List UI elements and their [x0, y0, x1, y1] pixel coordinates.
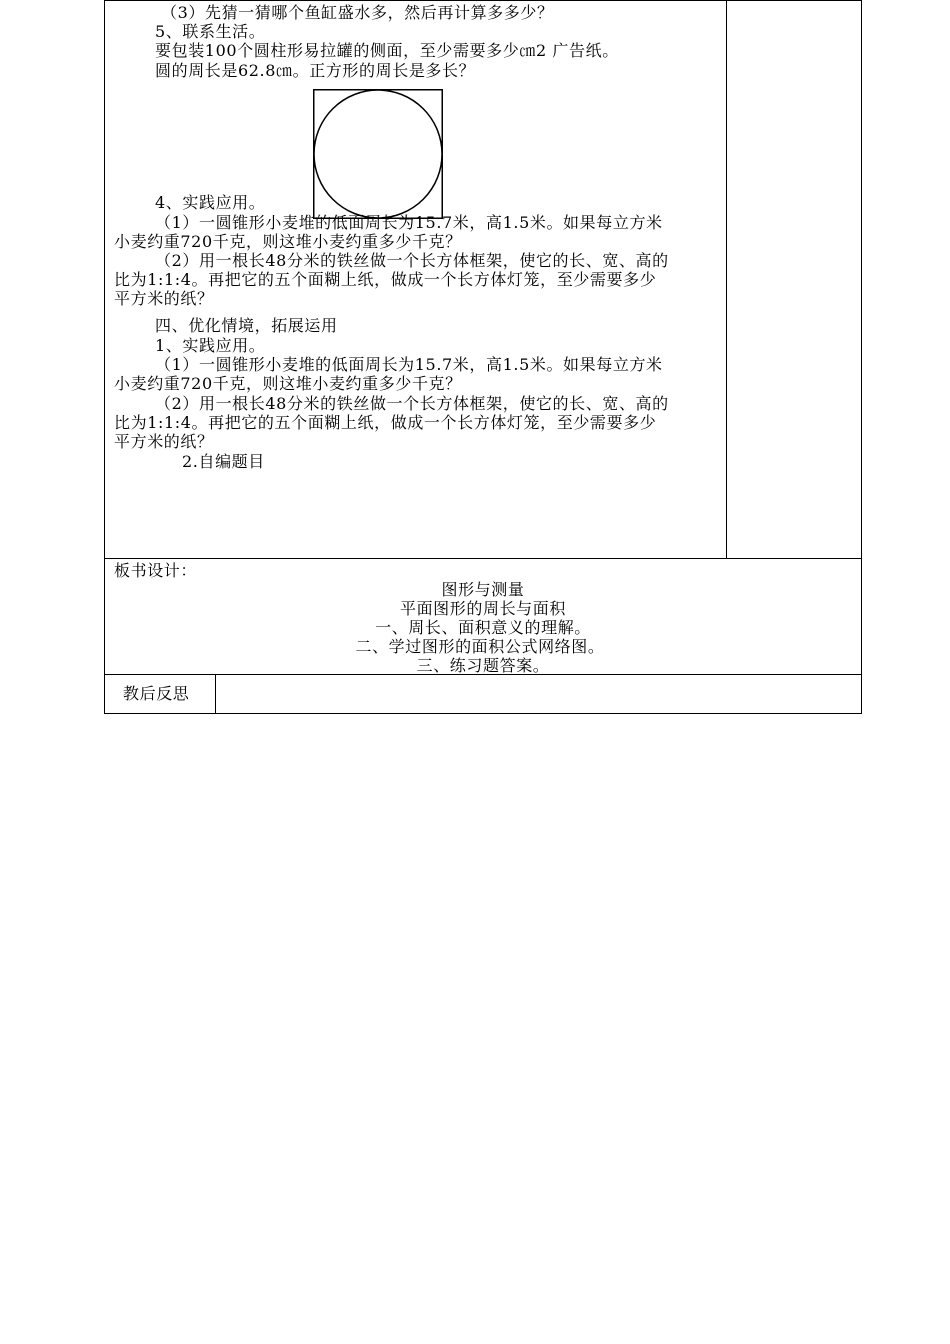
lesson-line-16: 比为1:1:4。再把它的五个面糊上纸，做成一个长方体灯笼，至少需要多少 — [114, 413, 657, 432]
board-line-2: 平面图形的周长与面积 — [399, 599, 566, 618]
lesson-line-8: （2）用一根长48分米的铁丝做一个长方体框架，使它的长、宽、高的 — [155, 251, 669, 270]
lesson-line-5: 4、实践应用。 — [155, 193, 266, 212]
lesson-line-6: （1）一圆锥形小麦堆的低面周长为15.7米，高1.5米。如果每立方米 — [155, 213, 663, 232]
circle-shape — [314, 90, 442, 218]
board-line-4: 二、学过图形的面积公式网络图。 — [355, 637, 605, 656]
table-border-top — [104, 0, 862, 1]
lesson-line-7: 小麦约重720千克，则这堆小麦约重多少千克？ — [114, 232, 462, 251]
lesson-line-13: （1）一圆锥形小麦堆的低面周长为15.7米，高1.5米。如果每立方米 — [155, 355, 663, 374]
lesson-line-14: 小麦约重720千克，则这堆小麦约重多少千克？ — [114, 374, 462, 393]
lesson-line-12: 1、实践应用。 — [155, 336, 266, 355]
lesson-line-11: 四、优化情境，拓展运用 — [155, 316, 338, 335]
board-line-5: 三、练习题答案。 — [416, 656, 550, 675]
lesson-line-1: （3）先猜一猜哪个鱼缸盛水多，然后再计算多多少？ — [161, 3, 554, 22]
table-border-bottom — [104, 713, 862, 714]
lesson-line-4: 圆的周长是62.8㎝。正方形的周长是多长？ — [155, 61, 476, 80]
row-divider-board — [104, 558, 862, 559]
lesson-line-10: 平方米的纸？ — [114, 289, 214, 308]
lesson-line-3: 要包装100个圆柱形易拉罐的侧面，至少需要多少㎝2 广告纸。 — [155, 41, 619, 60]
reflection-label: 教后反思 — [123, 684, 190, 703]
lesson-line-18: 2.自编题目 — [182, 452, 265, 471]
reflection-content-cell[interactable] — [216, 675, 861, 713]
board-line-1: 图形与测量 — [441, 580, 525, 599]
lesson-line-2: 5、联系生活。 — [155, 22, 266, 41]
board-line-3: 一、周长、面积意义的理解。 — [375, 618, 591, 637]
circle-in-square-figure — [313, 89, 443, 219]
lesson-line-15: （2）用一根长48分米的铁丝做一个长方体框架，使它的长、宽、高的 — [155, 394, 669, 413]
board-design-label: 板书设计： — [114, 561, 198, 580]
lesson-line-17: 平方米的纸？ — [114, 432, 214, 451]
column-divider — [726, 0, 727, 559]
lesson-line-9: 比为1:1:4。再把它的五个面糊上纸，做成一个长方体灯笼，至少需要多少 — [114, 270, 657, 289]
